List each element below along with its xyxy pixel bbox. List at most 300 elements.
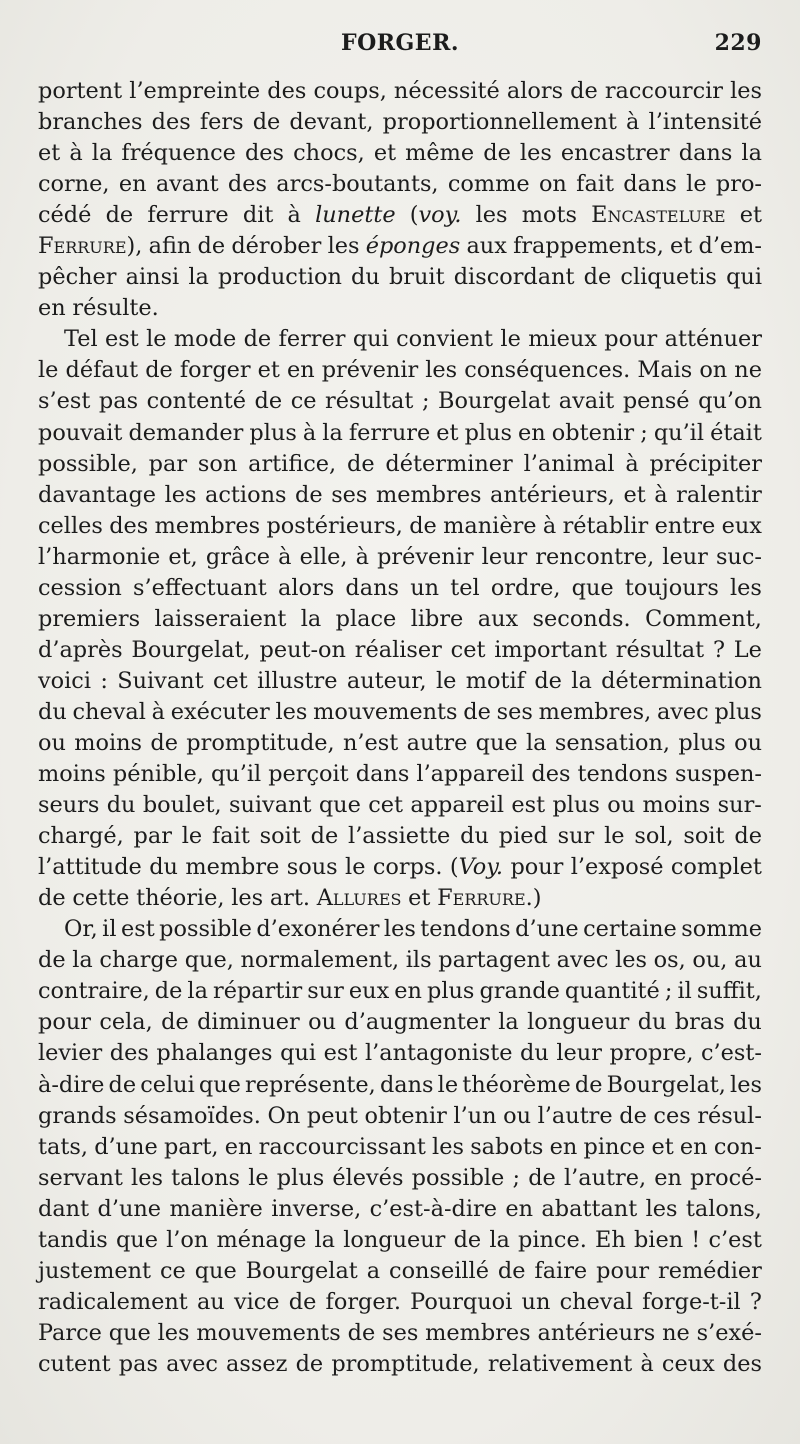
word: pensé bbox=[622, 388, 690, 415]
word: con- bbox=[713, 1133, 762, 1160]
word: du bbox=[460, 823, 489, 850]
word: c’est- bbox=[701, 1040, 762, 1067]
word: membres, bbox=[538, 698, 652, 725]
word: à bbox=[640, 1350, 654, 1377]
word: pour bbox=[596, 1257, 650, 1284]
word: dant bbox=[38, 1195, 90, 1222]
word: au bbox=[734, 947, 762, 974]
word: cet bbox=[450, 636, 486, 663]
word: ! bbox=[691, 1226, 701, 1253]
word: s’effectuant bbox=[133, 574, 267, 601]
word: l’antagoniste bbox=[364, 1040, 513, 1067]
word: des bbox=[267, 78, 307, 104]
text-line bbox=[38, 1038, 762, 1069]
word: phalanges bbox=[156, 1040, 273, 1067]
word: dans bbox=[623, 171, 677, 198]
word: eux bbox=[348, 978, 390, 1005]
word: soit bbox=[683, 823, 725, 850]
word: le bbox=[500, 326, 521, 353]
word: plus bbox=[426, 978, 475, 1005]
word: aux bbox=[466, 233, 507, 260]
word: Comment, bbox=[645, 605, 762, 632]
word: Bourgelat, bbox=[606, 1071, 726, 1098]
word: la bbox=[526, 729, 547, 756]
word: les bbox=[131, 1164, 163, 1191]
word: de bbox=[38, 885, 66, 912]
word: la bbox=[187, 978, 208, 1005]
word: de bbox=[197, 233, 226, 260]
running-head bbox=[38, 30, 762, 60]
word: ; bbox=[421, 388, 430, 415]
word: la bbox=[571, 667, 592, 694]
word: propre, bbox=[609, 1040, 694, 1067]
word: de bbox=[497, 1257, 526, 1284]
word: en bbox=[518, 419, 546, 446]
word: on bbox=[699, 357, 728, 384]
word: à bbox=[151, 698, 165, 725]
text-line bbox=[38, 542, 762, 573]
word: son bbox=[197, 450, 238, 477]
text-line bbox=[38, 1349, 762, 1380]
word: du bbox=[733, 1009, 762, 1036]
word: leur bbox=[662, 543, 708, 570]
word: tendons bbox=[420, 916, 511, 943]
word: lunette bbox=[315, 202, 396, 229]
word: contenté bbox=[146, 388, 246, 415]
word: l’appareil bbox=[416, 761, 525, 788]
word: le bbox=[436, 667, 457, 694]
text-line bbox=[38, 728, 762, 759]
word: dans bbox=[355, 761, 410, 788]
word: de bbox=[243, 326, 272, 353]
word: en bbox=[505, 1195, 534, 1222]
word: et, bbox=[168, 543, 198, 570]
word: d’une bbox=[515, 916, 579, 943]
word: les bbox=[519, 140, 552, 167]
word: Ferrure.) bbox=[437, 885, 542, 912]
word: grande bbox=[479, 978, 560, 1005]
word: : bbox=[100, 667, 108, 694]
word: de bbox=[108, 1071, 137, 1098]
word: ralentir bbox=[676, 481, 762, 508]
word: dérober bbox=[231, 233, 322, 260]
word: levier bbox=[38, 1040, 103, 1067]
word: celles bbox=[38, 512, 103, 539]
word: des bbox=[227, 171, 267, 198]
word: encastrer bbox=[560, 140, 670, 167]
word: à bbox=[625, 450, 639, 477]
word: afin bbox=[148, 233, 192, 260]
word: mieux bbox=[528, 326, 597, 353]
word: les bbox=[615, 947, 647, 974]
word: forger. bbox=[325, 1288, 401, 1315]
word: qui bbox=[280, 1040, 317, 1067]
word: en bbox=[549, 1133, 578, 1160]
word: motif bbox=[465, 667, 525, 694]
text-line bbox=[38, 76, 762, 107]
word: que bbox=[198, 1071, 241, 1098]
text-line bbox=[38, 1318, 762, 1349]
text-line bbox=[38, 324, 762, 355]
word: de bbox=[528, 1164, 556, 1191]
word: on bbox=[538, 171, 567, 198]
word: cédé bbox=[38, 202, 92, 229]
word: antérieurs bbox=[537, 1319, 656, 1346]
word: Or, bbox=[64, 916, 98, 943]
text-line bbox=[38, 1287, 762, 1318]
word: que bbox=[194, 1257, 237, 1284]
word: les bbox=[730, 78, 762, 104]
word: perçoit bbox=[268, 761, 349, 788]
word: diminuer bbox=[197, 1009, 300, 1036]
word: de bbox=[453, 1226, 482, 1253]
word: du bbox=[637, 1009, 667, 1036]
word: en bbox=[394, 978, 422, 1005]
word: bruit bbox=[388, 264, 445, 291]
word: laisseraient bbox=[154, 605, 287, 632]
word: ou bbox=[38, 729, 66, 756]
word: branches bbox=[38, 109, 143, 136]
word: défaut bbox=[65, 357, 139, 384]
text-line bbox=[38, 1132, 762, 1163]
word: résultat bbox=[615, 636, 705, 663]
word: en bbox=[38, 295, 66, 322]
word: ; bbox=[664, 978, 673, 1005]
word: Eh bbox=[595, 1226, 626, 1253]
word: cutent bbox=[38, 1350, 111, 1377]
word: possible, bbox=[38, 450, 138, 477]
word: longueur bbox=[343, 1226, 446, 1253]
word: la bbox=[498, 1009, 519, 1036]
word: plus bbox=[678, 729, 726, 756]
word: des bbox=[722, 1350, 762, 1377]
word: cliquetis bbox=[620, 264, 717, 291]
word: pince. bbox=[518, 1226, 587, 1253]
word: les bbox=[425, 357, 458, 384]
word: cela, bbox=[99, 1009, 153, 1036]
word: l’on bbox=[166, 1226, 209, 1253]
word: ferrure bbox=[348, 419, 431, 446]
word: sur- bbox=[717, 792, 762, 819]
word: l’attitude bbox=[38, 854, 142, 881]
word: arcs-boutants, bbox=[276, 171, 439, 198]
word: de bbox=[734, 823, 762, 850]
word: que bbox=[115, 1226, 158, 1253]
word: art. bbox=[269, 885, 310, 912]
text-line bbox=[38, 107, 762, 138]
word: en bbox=[118, 171, 147, 198]
word: pas bbox=[98, 388, 139, 415]
word: moins bbox=[74, 729, 143, 756]
word: pro- bbox=[715, 171, 762, 198]
word: plus bbox=[552, 792, 600, 819]
word: la bbox=[300, 605, 322, 632]
word: conseillé bbox=[389, 1257, 489, 1284]
word: plus bbox=[249, 419, 297, 446]
word: l’autre, bbox=[563, 1164, 647, 1191]
word: suffit, bbox=[696, 978, 762, 1005]
body-text bbox=[38, 76, 762, 1380]
word: de bbox=[254, 388, 283, 415]
word: elle, bbox=[299, 543, 348, 570]
word: production bbox=[218, 264, 342, 291]
word: dans bbox=[345, 574, 399, 601]
word: relativement bbox=[487, 1350, 633, 1377]
word: pour bbox=[510, 854, 564, 881]
word: l’empreinte bbox=[129, 78, 261, 104]
text-line bbox=[38, 914, 762, 945]
word: part, bbox=[163, 1133, 219, 1160]
word: de bbox=[38, 947, 66, 974]
word: le bbox=[248, 1164, 269, 1191]
word: et bbox=[408, 885, 431, 912]
word: ou bbox=[308, 1009, 337, 1036]
word: plus bbox=[464, 419, 512, 446]
word: assez bbox=[226, 1350, 288, 1377]
word: la bbox=[489, 1226, 510, 1253]
word: mouvements bbox=[313, 698, 458, 725]
word: talons, bbox=[685, 1195, 762, 1222]
word: et bbox=[257, 357, 280, 384]
word: le bbox=[345, 854, 366, 881]
word: le bbox=[437, 1071, 459, 1098]
word: qu’on bbox=[698, 388, 762, 415]
word: la bbox=[314, 1226, 336, 1253]
word: les bbox=[383, 916, 416, 943]
word: ses bbox=[331, 481, 368, 508]
word: remédier bbox=[658, 1257, 762, 1284]
word: mouvements bbox=[196, 1319, 341, 1346]
text-line bbox=[38, 697, 762, 728]
word: suivant bbox=[228, 792, 312, 819]
word: du bbox=[149, 854, 178, 881]
word: Bourgelat bbox=[438, 388, 551, 415]
word: membres bbox=[375, 481, 482, 508]
word: promptitude, bbox=[331, 1350, 480, 1377]
word: des bbox=[151, 109, 191, 136]
word: bras bbox=[674, 1009, 725, 1036]
word: auteur, bbox=[346, 667, 427, 694]
word: et bbox=[670, 233, 693, 260]
word: Pourquoi bbox=[410, 1288, 513, 1315]
word: aux bbox=[477, 605, 519, 632]
word: avait bbox=[558, 388, 615, 415]
word: d’augmenter bbox=[344, 1009, 490, 1036]
word: grâce bbox=[205, 543, 271, 570]
word: à-dire bbox=[38, 1071, 105, 1098]
word: ménage bbox=[216, 1226, 307, 1253]
word: cette bbox=[72, 885, 130, 912]
word: manière bbox=[169, 1195, 263, 1222]
word: actions bbox=[205, 481, 287, 508]
word: ceux bbox=[661, 1350, 715, 1377]
word: les bbox=[275, 698, 308, 725]
word: dans bbox=[678, 140, 733, 167]
word: corne, bbox=[38, 171, 110, 198]
word: les bbox=[327, 233, 360, 260]
word: fers bbox=[199, 109, 244, 136]
word: à bbox=[542, 512, 557, 539]
word: toujours bbox=[624, 574, 719, 601]
word: pénible, bbox=[112, 761, 204, 788]
word: qui bbox=[726, 264, 762, 291]
word: soit bbox=[259, 823, 301, 850]
word: forge-t-il bbox=[642, 1288, 741, 1315]
word: s’est bbox=[38, 388, 91, 415]
word: mode bbox=[173, 326, 237, 353]
text-line bbox=[38, 262, 762, 293]
word: Le bbox=[733, 636, 762, 663]
word: servant bbox=[38, 1164, 123, 1191]
word: l’animal bbox=[523, 450, 615, 477]
word: de bbox=[409, 512, 437, 539]
word: au bbox=[196, 1288, 225, 1315]
word: charge bbox=[99, 947, 179, 974]
word: ; bbox=[640, 419, 648, 446]
text-line bbox=[38, 976, 762, 1007]
word: seurs bbox=[38, 792, 100, 819]
word: bien bbox=[633, 1226, 684, 1253]
word: pince bbox=[583, 1133, 646, 1160]
word: de bbox=[534, 667, 562, 694]
word: convient bbox=[396, 326, 494, 353]
word: théorie, bbox=[136, 885, 225, 912]
word: discordant bbox=[453, 264, 575, 291]
word: d’em- bbox=[698, 233, 762, 260]
word: par bbox=[133, 823, 172, 850]
word: corps. bbox=[372, 854, 443, 881]
word: pêcher bbox=[38, 264, 117, 291]
word: à bbox=[278, 543, 292, 570]
word: de bbox=[288, 1288, 317, 1315]
word: même bbox=[405, 140, 475, 167]
word: que bbox=[475, 729, 518, 756]
text-line bbox=[38, 1070, 762, 1101]
word: détermination bbox=[601, 667, 762, 694]
word: éponges bbox=[365, 233, 461, 260]
text-line bbox=[38, 511, 762, 542]
word: inverse, bbox=[271, 1195, 362, 1222]
word: à bbox=[355, 543, 369, 570]
word: pas bbox=[118, 1350, 158, 1377]
word: quantité bbox=[564, 978, 660, 1005]
word: Ferrure), bbox=[38, 233, 143, 260]
word: les bbox=[645, 1195, 678, 1222]
word: leur bbox=[481, 543, 528, 570]
word: appareil bbox=[410, 792, 504, 819]
word: frappements, bbox=[513, 233, 664, 260]
word: moins bbox=[642, 792, 711, 819]
word: ou, bbox=[692, 947, 728, 974]
word: pied bbox=[498, 823, 548, 850]
word: de bbox=[347, 450, 375, 477]
word: membre bbox=[185, 854, 280, 881]
word: tats, bbox=[38, 1133, 88, 1160]
word: de bbox=[570, 78, 598, 104]
word: rencontre, bbox=[535, 543, 655, 570]
word: portent bbox=[38, 78, 123, 104]
word: libre bbox=[410, 605, 464, 632]
word: de bbox=[583, 264, 612, 291]
word: pour bbox=[604, 326, 658, 353]
text-line bbox=[38, 1194, 762, 1225]
word: membres bbox=[154, 512, 261, 539]
word: des bbox=[109, 1040, 149, 1067]
word: avec bbox=[556, 947, 609, 974]
word: théorème bbox=[462, 1071, 571, 1098]
word: était bbox=[710, 419, 762, 446]
word: sensation, bbox=[554, 729, 671, 756]
word: possible bbox=[159, 916, 252, 943]
word: résultat bbox=[325, 388, 414, 415]
text-line bbox=[38, 1007, 762, 1038]
word: les bbox=[164, 481, 197, 508]
word: leur bbox=[556, 1040, 602, 1067]
word: ordre, bbox=[490, 574, 561, 601]
word: est bbox=[120, 916, 155, 943]
text-line bbox=[38, 169, 762, 200]
word: avec bbox=[166, 1350, 218, 1377]
word: à bbox=[626, 109, 640, 136]
word: l’harmonie bbox=[38, 543, 161, 570]
word: de bbox=[295, 481, 323, 508]
word: ainsi bbox=[125, 264, 180, 291]
word: alors bbox=[506, 78, 564, 104]
word: obtenir bbox=[551, 419, 635, 446]
word: ces bbox=[653, 1102, 691, 1129]
word: la bbox=[741, 140, 762, 167]
word: c’est bbox=[708, 1226, 762, 1253]
word: les bbox=[730, 574, 762, 601]
word: membres bbox=[425, 1319, 531, 1346]
word: radicalement bbox=[38, 1288, 188, 1315]
word: plus bbox=[276, 1164, 325, 1191]
word: sésamoïdes. bbox=[123, 1102, 261, 1129]
word: et bbox=[623, 481, 646, 508]
word: les bbox=[432, 1133, 464, 1160]
word: rétablir bbox=[562, 512, 649, 539]
word: c’est-à-dire bbox=[369, 1195, 497, 1222]
word: moins bbox=[38, 761, 106, 788]
word: justement bbox=[38, 1257, 152, 1284]
word: et bbox=[739, 202, 762, 229]
word: illustre bbox=[257, 667, 338, 694]
word: pouvait bbox=[38, 419, 123, 446]
text-line bbox=[38, 945, 762, 976]
word: ? bbox=[749, 1288, 762, 1315]
word: longueur bbox=[527, 1009, 630, 1036]
word: Mais bbox=[637, 357, 693, 384]
word: sabots bbox=[470, 1133, 544, 1160]
text-line bbox=[38, 883, 762, 914]
word: (Voy. bbox=[449, 854, 504, 881]
word: ils bbox=[405, 947, 432, 974]
word: fait bbox=[212, 823, 250, 850]
word: les bbox=[475, 202, 508, 229]
word: chocs, bbox=[293, 140, 365, 167]
word: dit bbox=[242, 202, 274, 229]
text-line bbox=[38, 1163, 762, 1194]
word: cheval bbox=[559, 1288, 633, 1315]
word: ce bbox=[159, 1257, 186, 1284]
word: avec bbox=[656, 698, 709, 725]
word: ferrure bbox=[147, 202, 229, 229]
word: représente, bbox=[245, 1071, 376, 1098]
word: cet bbox=[368, 792, 403, 819]
word: qu’il bbox=[653, 419, 705, 446]
text-line bbox=[38, 293, 762, 324]
word: postérieurs, bbox=[266, 512, 403, 539]
